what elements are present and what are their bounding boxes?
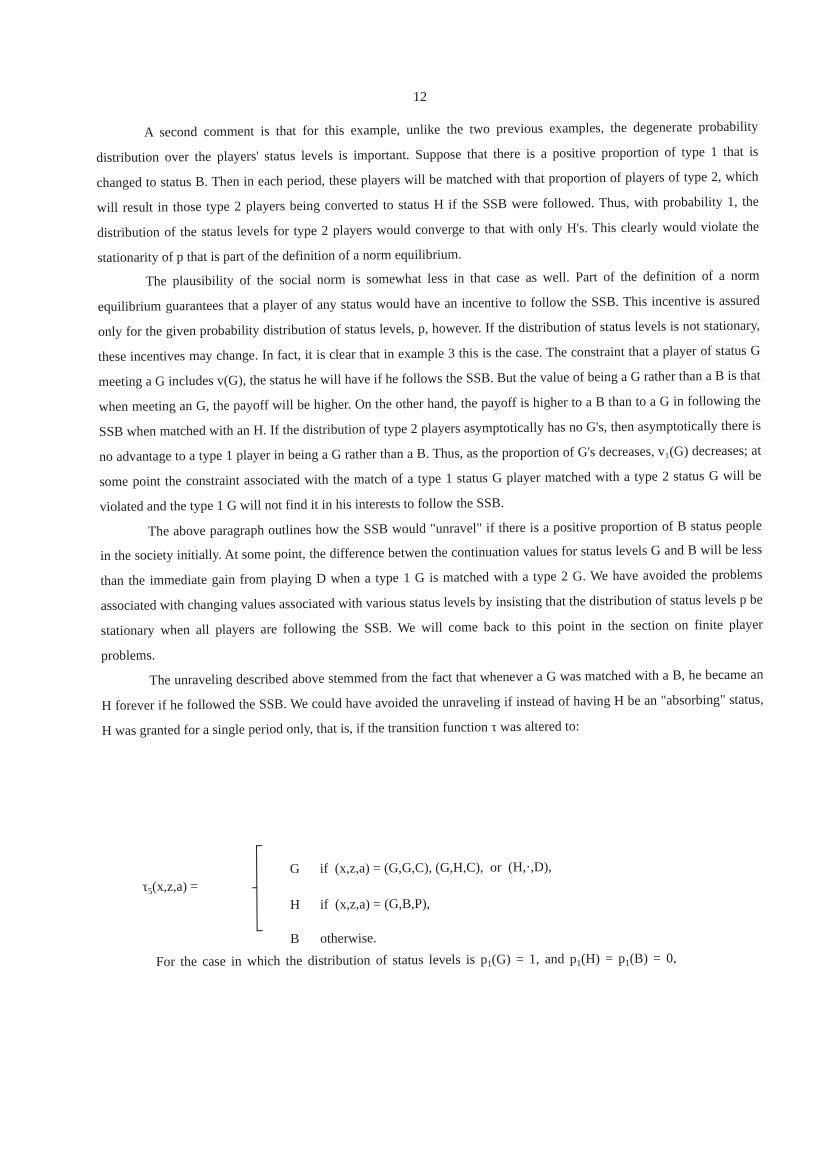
paragraph-3: The above paragraph outlines how the SSB would "unravel" if there is a positive proportion of B status people in the society initially. At some point, the difference betwen the continuation values for status levels G and B will be less than the immediate gain from playing D when a type 1 G is matched with a type 2 G. We have avoided the problems associated with changing values associated with various status levels by insisting that the distribution of status levels p be stationary when all players are following the SSB. We will come back to this point in the section on finite player problems. [100,517,763,664]
case-value: H [289,896,300,912]
paragraph-1: A second comment is that for this example, unlike the two previous examples, the degenerate probability distribution over the players' status levels is important. Suppose that there is a positive proportion of type 1 that is changed to status B. Then in each period, these players will be matched with that proportion of players of type 2, which will result in those type 2 players being converted to status H if the SSB were followed. Thus, with probability 1, the distribution of the status levels for type 2 players would converge to that with only H's. This clearly would violate the stationarity of p that is part of the definition of a norm equilibrium. [96,118,760,265]
final-line-text: For the case in which the distribution of status levels is [156,951,476,969]
case-condition: otherwise. [320,930,377,946]
paragraph-2: The plausibility of the social norm is somewhat less in that case as well. Part of the definition of a norm equilibrium guarantees that a player of any status would have an incentive to follow the SSB. This incentive is assured only for the given probability distribution of status levels, p, however. If the distribution of status levels is not stationary, these incentives may change. In fact, it is clear that in example 3 this is the case. The constraint that a player of status G meeting a G includes v(G), the status he will have if he follows the SSB. But the value of being a G rather than a B is that when meeting an G, the payoff will be higher. On the other hand, the payoff is higher to a B than to a G in following the SSB when matched with an H. If the distribution of type 2 players asymptotically has no G's, then asymptotically there is no advantage to a type 1 player in being a G rather than a B. Thus, as the proportion of G's decreases, v₁(G) decreases; at some point the constraint associated with the match of a type 1 status G player matched with a type 2 status G will be violated and the type 1 G will not find it in his interests to follow the SSB. [97,268,762,514]
case-value: G [289,860,300,876]
page-number: 12 [413,90,427,105]
case-value: B [290,930,300,946]
expr-p1-g: $p_1(G) = 1$, [480,951,540,969]
final-line [156,950,758,971]
left-brace-tip [252,887,257,888]
transition-function-equation [142,838,703,946]
equation-lhs [142,879,198,896]
case-condition: if (x,z,a) = (G,G,C), (G,H,C), or (H,·,D), [319,859,552,876]
body-text [96,115,764,744]
tau-symbol: τ [142,878,148,894]
case-condition: if (x,z,a) = (G,B,P), [319,895,431,912]
tau-subscript: 5 [147,885,153,896]
paragraph-4: The unraveling described above stemmed from the fact that whenever a G was matched with a B, he became an H forever if he followed the SSB. We could have avoided the unraveling if instead of having H be an "absorbing" status, H was granted for a single period only, that is, if the transition function τ was altered to: [101,666,764,738]
expr-p1-h-b: $p_1(H) = p_1(B) = 0$, [569,950,677,969]
and-word: and [544,951,565,967]
equation-lhs-rest: (x,z,a) = [152,878,199,894]
